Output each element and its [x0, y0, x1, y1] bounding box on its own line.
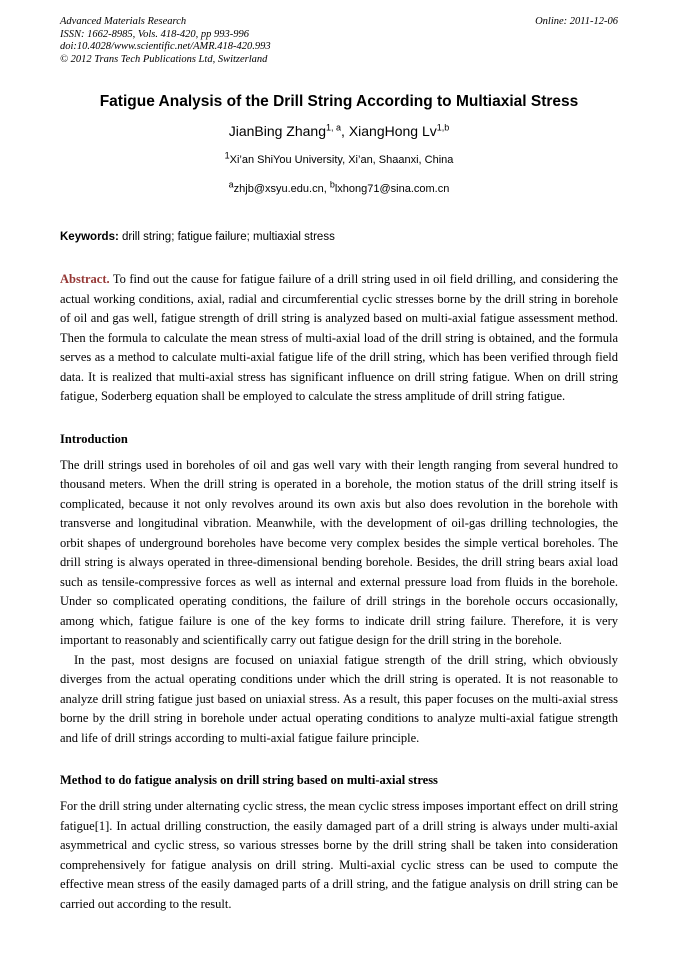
- journal-info: [60, 16, 271, 66]
- author-affil-mark-2: 1,b: [436, 122, 450, 133]
- abstract-label: Abstract.: [60, 272, 110, 286]
- keywords-text: drill string; fatigue failure; multiaxial stress: [118, 231, 335, 243]
- email-a: zhjb@xsyu.edu.cn: [233, 183, 324, 195]
- author-affil-mark-1: 1, a: [326, 122, 342, 133]
- email-mark-a: a: [228, 179, 234, 190]
- affiliation-line: [60, 150, 618, 166]
- journal-doi: doi:10.4028/www.scientific.net/AMR.418-420.993: [60, 41, 271, 52]
- paper-title: Fatigue Analysis of the Drill String According to Multiaxial Stress: [99, 93, 579, 110]
- author-separator: ,: [341, 123, 349, 139]
- section-heading-method: Method to do fatigue analysis on drill string based on multi-axial stress: [60, 773, 438, 787]
- abstract-paragraph: [60, 270, 618, 407]
- method-paragraph-1: For the drill string under alternating cyclic stress, the mean cyclic stress imposes important effect on drill string fatigue[1]. In actual drilling construction, the easily damaged part of a drill string is always under multi-axial asymmetrical and cyclic stress, so various stresses borne by the drill string shall be taken into consideration comprehensively for fatigue analysis on drill string. Multi-axial cyclic stress can be used to compute the effective mean stress of the easily damaged parts of a drill string, and the fatigue analysis on drill string can be carried out according to the result.: [60, 799, 618, 911]
- email-separator: ,: [323, 183, 330, 195]
- abstract-text: To find out the cause for fatigue failure of a drill string used in oil field drilling, and considering the actual working conditions, axial, radial and circumferential cyclic stresses borne by the drill string in borehole of oil and gas well, fatigue strength of drill string is analyzed based on multi-axial fatigue assessment method. Then the formula to calculate the mean stress of multi-axial load of the drill string is obtained, and the formula serves as a method to calculate multi-axial fatigue life of the drill string, which has been verified through field data. It is realized that multi-axial stress has significant influence on drill string fatigue. When on drill string fatigue, Soderberg equation shall be employed to calculate the stress amplitude of drill string fatigue.: [60, 272, 618, 403]
- online-date: Online: 2011-12-06: [535, 16, 618, 27]
- introduction-paragraph-2: In the past, most designs are focused on uniaxial fatigue strength of the drill string, which obviously diverges from the actual operating conditions under which the drill string is operated. It is not reasonable to analyze drill string fatigue just based on uniaxial stress. As a result, this paper focuses on the multi-axial stress borne by the drill string in borehole under actual operating conditions to analyze multi-axial fatigue strength and life of drill strings according to multi-axial fatigue failure principle.: [60, 652, 618, 745]
- keywords-label: Keywords:: [60, 231, 119, 243]
- author-name-2: XiangHong Lv: [348, 123, 437, 139]
- authors-line: [60, 123, 618, 139]
- section-heading-introduction: Introduction: [60, 431, 128, 446]
- email-mark-b: b: [329, 179, 335, 190]
- emails-line: [60, 179, 618, 195]
- journal-header: [60, 16, 618, 66]
- affiliation-mark: 1: [224, 150, 230, 161]
- introduction-paragraph-1: The drill strings used in boreholes of oil and gas well vary with their length ranging from several hundred to thousand meters. When the drill string is operated in a borehole, the motion status of the drill string itself is complicated, because it not only revolves around its own axis but also does revolution in the borehole with transverse and longitudinal vibration. Meanwhile, with the development of oil-gas drilling technologies, the orbit shapes of underground boreholes have become very complex besides the simple vertical boreholes. The drill string is always operated in three-dimensional bending borehole. Besides, the drill string bears axial load such as tensile-compressive forces as well as internal and external pressure load from fluids in the borehole. Under so complicated operating conditions, the failure of drill strings in the borehole occurs occasionally, among which, fatigue failure is one of the key forms to indicate drill string failure. Therefore, it is very important to reasonably and scientifically carry out fatigue design for the drill string in the borehole.: [60, 457, 618, 647]
- keywords-line: [60, 231, 618, 243]
- journal-issn: ISSN: 1662-8985, Vols. 418-420, pp 993-996: [60, 28, 249, 40]
- journal-copyright: © 2012 Trans Tech Publications Ltd, Switzerland: [60, 53, 268, 65]
- email-b: lxhong71@sina.com.cn: [334, 183, 450, 195]
- affiliation-text: Xi’an ShiYou University, Xi’an, Shaanxi, China: [229, 154, 454, 166]
- journal-name: Advanced Materials Research: [60, 16, 187, 27]
- author-name-1: JianBing Zhang: [228, 123, 327, 139]
